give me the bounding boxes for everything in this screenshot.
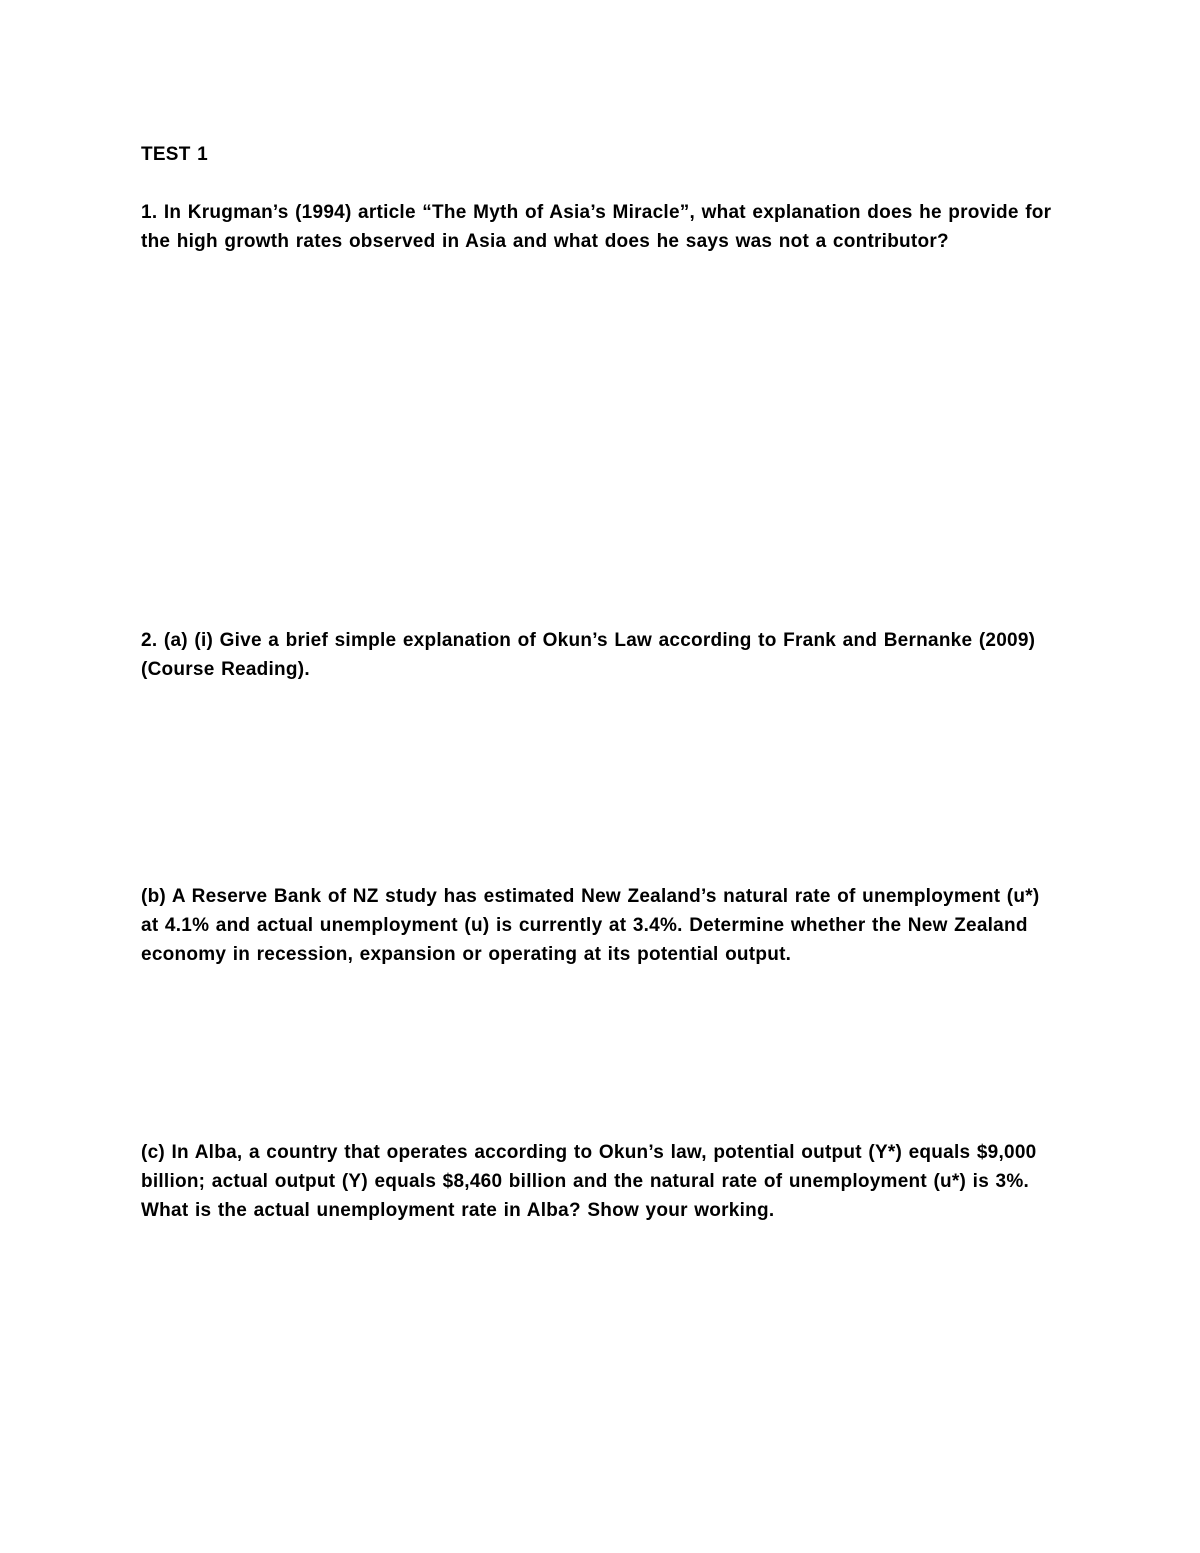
question-1: 1. In Krugman’s (1994) article “The Myth of Asia’s Miracle”, what explanation does he provide for the high growth rates observed in Asia and what does he says was not a contributor? xyxy=(141,202,1052,252)
question-2c: (c) In Alba, a country that operates according to Okun’s law, potential output (Y*) equals $9,000 billion; actual output (Y) equals $8,460 billion and the natural rate of unemployment (u*) is 3%. What is the actual unemployment rate in Alba? Show your working. xyxy=(141,1142,1037,1221)
question-2a: 2. (a) (i) Give a brief simple explanation of Okun’s Law according to Frank and Bernanke (2009) (Course Reading). xyxy=(141,630,1036,680)
question-2b: (b) A Reserve Bank of NZ study has estimated New Zealand’s natural rate of unemployment (u*) at 4.1% and actual unemployment (u) is currently at 3.4%. Determine whether the New Zealand economy in recession, expansion or operating at its potential output. xyxy=(141,886,1040,965)
document-title: TEST 1 xyxy=(141,144,208,165)
